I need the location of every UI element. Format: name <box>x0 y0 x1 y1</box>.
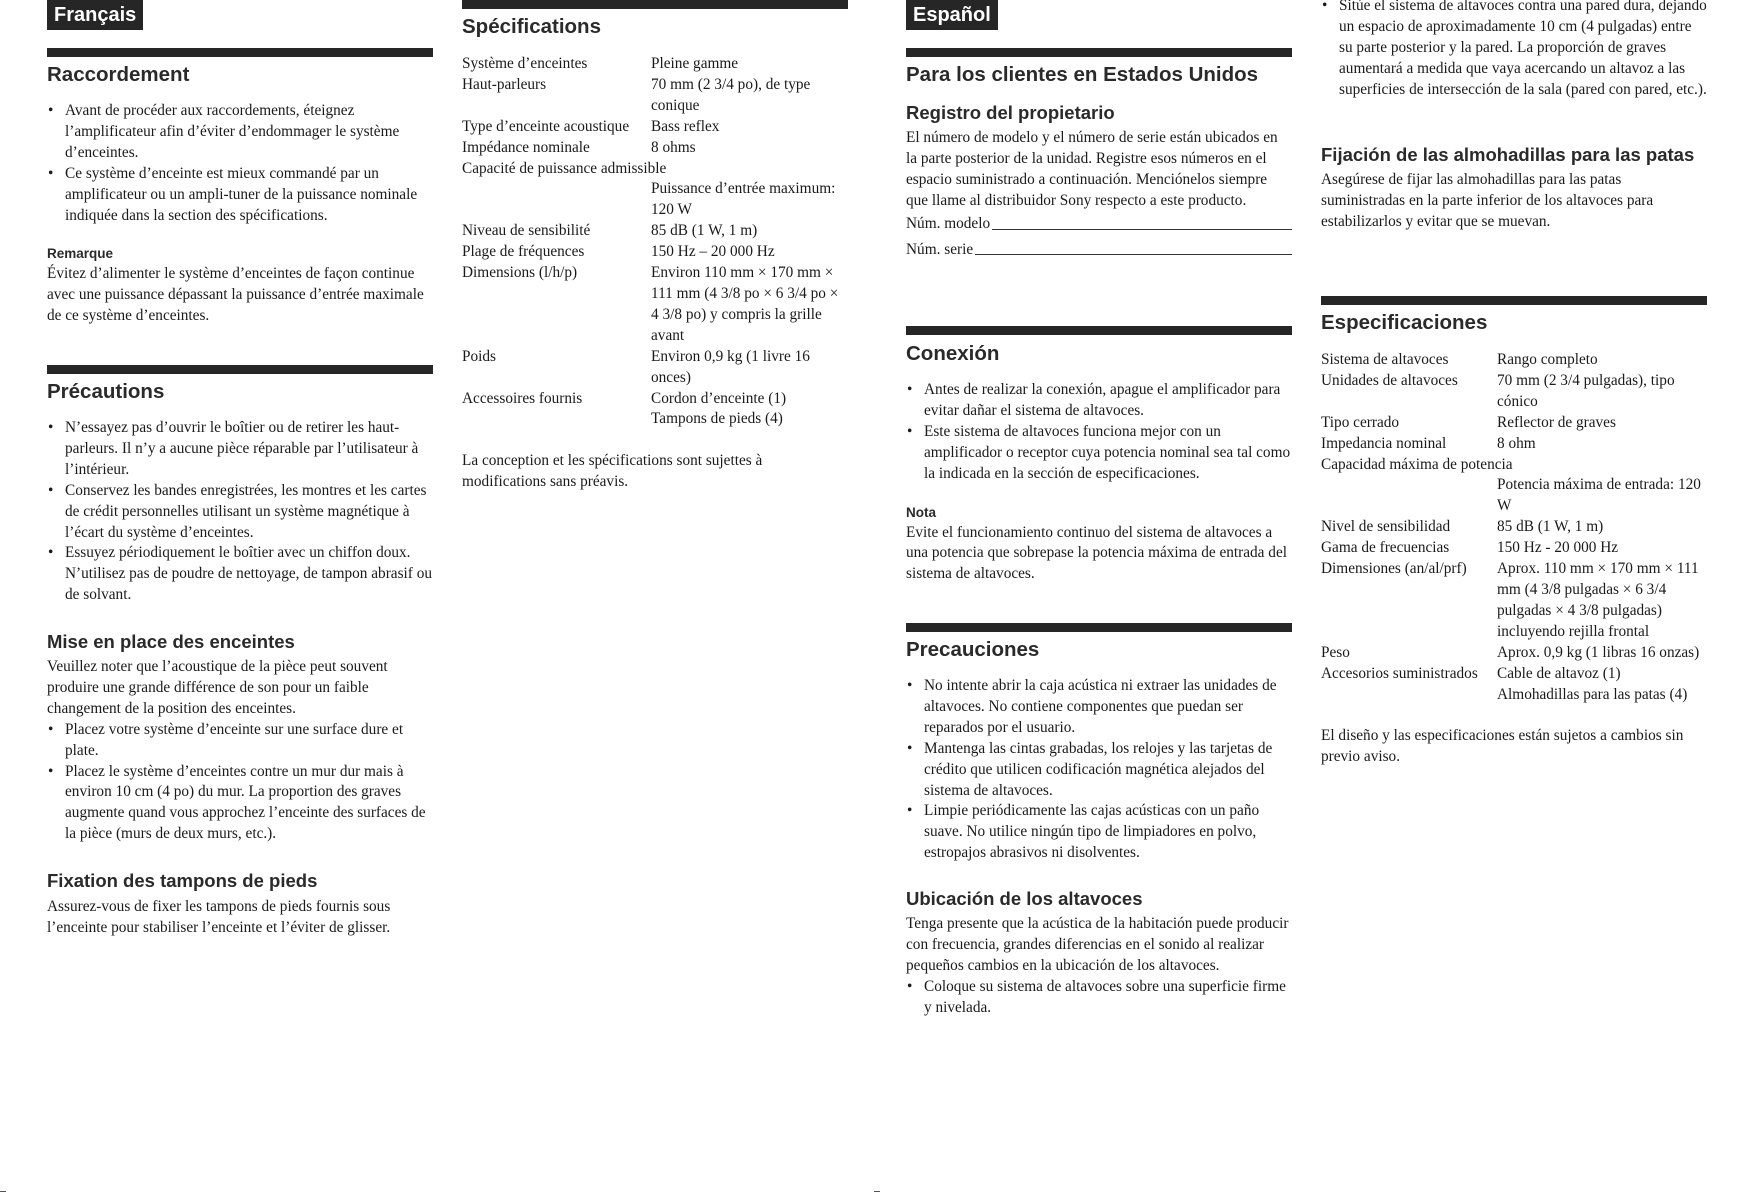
spec-label: Capacité de puissance admissible <box>462 159 667 177</box>
subsection-title: Fijación de las almohadillas para las patas <box>1321 144 1695 165</box>
list-item: • Mantenga las cintas grabadas, los relojes y las tarjetas de crédito que utilicen codificación magnética alejados del sistema de altavoces. <box>906 739 1292 802</box>
lang-tab-spanish: Español <box>906 0 998 30</box>
crop-mark <box>874 1191 880 1192</box>
spec-label: Peso <box>1321 643 1350 661</box>
spec-value: Cordon d’enceinte (1) <box>651 389 787 407</box>
section-feet <box>47 868 433 939</box>
section-title: Raccordement <box>47 63 190 86</box>
paragraph: Veuillez noter que l’acoustique de la pièce peut souvent produire une grande différence de son pour un faible changement de la position des enceintes. <box>47 658 388 717</box>
spec-label: Haut-parleurs <box>462 75 547 93</box>
spec-value: Potencia máxima de entrada: 120 W <box>1497 476 1701 515</box>
spec-label: Nivel de sensibilidad <box>1321 518 1451 536</box>
spec-value: 85 dB (1 W, 1 m) <box>1497 518 1604 536</box>
subsection-title: Ubicación de los altavoces <box>906 888 1143 909</box>
spec-label: Accesorios suministrados <box>1321 664 1478 682</box>
spec-label: Poids <box>462 347 497 365</box>
bullet-list <box>906 380 1292 485</box>
table-row <box>1321 664 1707 685</box>
paragraph: Asegúrese de fijar las almohadillas para las patas suministradas en la parte inferior de los altavoces para estabilizarlos y evitar que se muevan. <box>1321 171 1654 230</box>
spec-label: Système d’enceintes <box>462 55 588 72</box>
spec-label: Impédance nominale <box>462 138 590 156</box>
note-text: Evite el funcionamiento continuo del sistema de altavoces a una potencia que sobrepase la potencia máxima de entrada del sistema de altavoces. <box>906 523 1287 583</box>
section-almohadillas <box>1321 142 1707 233</box>
section-specifications <box>462 14 848 493</box>
spec-value: 70 mm (2 3/4 pulgadas), tipo cónico <box>1497 371 1675 410</box>
spec-value: 85 dB (1 W, 1 m) <box>651 222 758 240</box>
list-item: • No intente abrir la caja acústica ni extraer las unidades de altavoces. No contiene componentes que puedan ser reparados por el usuario. <box>906 676 1292 739</box>
table-row <box>1321 413 1707 434</box>
spec-label: Tipo cerrado <box>1321 413 1400 431</box>
section-especificaciones <box>1321 310 1707 768</box>
section-title: Para los clientes en Estados Unidos <box>906 63 1259 86</box>
table-row <box>1321 559 1707 643</box>
list-item: • Essuyez périodiquement le boîtier avec un chiffon doux. N’utilisez pas de poudre de nettoyage, de tampon abrasif ou de solvant. <box>47 543 433 606</box>
list-item: • N’essayez pas d’ouvrir le boîtier ou de retirer les haut-parleurs. Il n’y a aucune pièce réparable par l’utilisateur à l’intérieur. <box>47 418 433 481</box>
serial-number-label: Núm. serie <box>906 240 974 258</box>
section-rule <box>47 365 433 374</box>
bullet-list <box>47 720 433 845</box>
bullet-list <box>906 676 1292 864</box>
spec-value: 70 mm (2 3/4 po), de type conique <box>651 75 811 114</box>
serial-number-line[interactable] <box>975 254 1292 255</box>
table-row <box>1321 643 1707 664</box>
paragraph: Assurez-vous de fixer les tampons de pieds fournis sous l’enceinte pour stabiliser l’enceinte et l’éviter de glisser. <box>47 898 391 936</box>
lang-tab-french: Français <box>47 0 143 30</box>
spec-value: 150 Hz - 20 000 Hz <box>1497 539 1619 557</box>
subsection-title: Mise en place des enceintes <box>47 631 295 652</box>
section-title: Precauciones <box>906 638 1040 661</box>
spec-label: Impedancia nominal <box>1321 434 1447 452</box>
section-precauciones <box>906 637 1292 864</box>
bullet-list <box>906 977 1292 1019</box>
spec-value: Rango completo <box>1497 351 1598 368</box>
page-spanish <box>877 0 1754 1194</box>
section-rule <box>906 326 1292 335</box>
note-text: Évitez d’alimenter le système d’enceintes de façon continue avec une puissance dépassant la puissance d’entrée maximale de ce système d’enceintes. <box>47 265 424 325</box>
table-row <box>462 389 848 410</box>
spec-value: Environ 0,9 kg (1 livre 16 onces) <box>651 347 810 386</box>
spec-value: Aprox. 110 mm × 170 mm × 111 mm (4 3/8 pulgadas × 6 3/4 pulgadas × 4 3/8 pulgadas) incluyendo rejilla frontal <box>1497 560 1699 640</box>
note-title: Remarque <box>47 246 114 262</box>
list-item: • Avant de procéder aux raccordements, éteignez l’amplificateur afin d’éviter d’endommager le système d’enceintes. <box>47 101 433 164</box>
spec-label: Capacidad máxima de potencia <box>1321 455 1513 473</box>
section-precautions <box>47 379 433 606</box>
list-item: • Ce système d’enceinte est mieux commandé par un amplificateur ou un ampli-tuner de la puissance nominale indiquée dans la section des spécifications. <box>47 164 433 227</box>
paragraph: El número de modelo y el número de serie están ubicados en la parte posterior de la unidad. Registre esos números en el espacio suministrado a continuación. Menciónelos siempre que llame al distribuidor Sony respecto a este producto. <box>906 129 1278 209</box>
table-row <box>1321 517 1707 538</box>
spec-label: Dimensions (l/h/p) <box>462 264 578 282</box>
section-ubicacion <box>906 886 1292 1019</box>
spec-label: Gama de frecuencias <box>1321 539 1450 557</box>
table-row <box>462 75 848 117</box>
list-item: • Placez le système d’enceintes contre un mur dur mais à environ 10 cm (4 po) du mur. La proportion des graves augmente quand vous approchez l’enceinte des surfaces de la pièce (murs de deux murs, etc.). <box>47 762 433 846</box>
section-placement <box>47 629 433 845</box>
spec-value: Tampons de pieds (4) <box>651 410 783 428</box>
model-number-label: Núm. modelo <box>906 214 991 232</box>
list-item: • Limpie periódicamente las cajas acústicas con un paño suave. No utilice ningún tipo de limpiadores en polvo, estropajos abrasivos ni disolventes. <box>906 801 1292 864</box>
fr-column-1 <box>47 0 433 1194</box>
section-rule <box>47 48 433 57</box>
spec-label: Type d’enceinte acoustique <box>462 117 630 135</box>
bullet-list-continued <box>1321 0 1707 101</box>
table-row <box>462 409 848 430</box>
spec-value: Reflector de graves <box>1497 413 1616 431</box>
list-item: • Conservez les bandes enregistrées, les montres et les cartes de crédit personnelles utilisant un système magnétique à l’écart du système d’enceintes. <box>47 481 433 544</box>
table-row <box>462 54 848 75</box>
table-row <box>1321 685 1707 706</box>
spec-label: Unidades de altavoces <box>1321 371 1458 389</box>
note-title: Nota <box>906 504 936 520</box>
spec-label: Niveau de sensibilité <box>462 222 591 240</box>
table-row <box>1321 434 1707 455</box>
section-title: Especificaciones <box>1321 311 1488 334</box>
section-rule <box>1321 296 1707 305</box>
section-title: Précautions <box>47 380 165 403</box>
subsection-title: Registro del propietario <box>906 102 1115 123</box>
bullet-list <box>47 418 433 606</box>
spec-label: Dimensiones (an/al/prf) <box>1321 560 1467 578</box>
spec-value: Almohadillas para las patas (4) <box>1497 685 1688 703</box>
table-row <box>462 221 848 242</box>
spec-value: 150 Hz – 20 000 Hz <box>651 243 775 261</box>
section-rule <box>906 623 1292 632</box>
list-item: • Sitúe el sistema de altavoces contra una pared dura, dejando un espacio de aproximadamente 10 cm (4 pulgadas) entre su parte posterior y la pared. La proporción de graves aumentará a medida que vaya acercando un altavoz a las superficies de intersección de la sala (pared con pared, etc.). <box>1321 0 1707 101</box>
spec-value: 8 ohm <box>1497 434 1536 452</box>
spec-label: Accessoires fournis <box>462 389 583 407</box>
section-rule <box>462 0 848 9</box>
table-row <box>1321 350 1707 371</box>
section-conexion <box>906 341 1292 585</box>
table-row <box>462 263 848 347</box>
section-usa <box>906 62 1292 260</box>
list-item: • Placez votre système d’enceinte sur une surface dure et plate. <box>47 720 433 762</box>
table-row <box>462 159 848 180</box>
list-item: • Coloque su sistema de altavoces sobre una superficie firme y nivelada. <box>906 977 1292 1019</box>
es-column-1 <box>906 0 1292 1194</box>
table-row <box>1321 455 1707 476</box>
spec-value: Cable de altavoz (1) <box>1497 664 1621 682</box>
spec-value: Bass reflex <box>651 117 720 135</box>
section-title: Conexión <box>906 342 1000 365</box>
table-row <box>1321 371 1707 413</box>
paragraph: Tenga presente que la acústica de la habitación puede producir con frecuencia, grandes diferencias en el sonido al realizar pequeños cambios en la ubicación de los altavoces. <box>906 915 1289 974</box>
spec-value: 8 ohms <box>651 138 696 156</box>
paragraph: La conception et les spécifications sont sujettes à modifications sans préavis. <box>462 452 763 491</box>
table-row <box>462 138 848 159</box>
table-row <box>462 117 848 138</box>
paragraph: El diseño y las especificaciones están sujetos a cambios sin previo aviso. <box>1321 727 1684 766</box>
specs-table <box>1321 350 1707 705</box>
specs-table <box>462 54 848 430</box>
spec-label: Plage de fréquences <box>462 243 585 261</box>
model-number-line[interactable] <box>992 229 1292 230</box>
section-title: Spécifications <box>462 15 601 38</box>
fr-column-2 <box>462 0 848 1194</box>
spec-label: Sistema de altavoces <box>1321 351 1449 368</box>
spec-value: Puissance d’entrée maximum: 120 W <box>651 180 836 219</box>
subsection-title: Fixation des tampons de pieds <box>47 870 318 891</box>
list-item: • Este sistema de altavoces funciona mejor con un amplificador o receptor cuya potencia nominal sea tal como la indicada en la sección de especificaciones. <box>906 422 1292 485</box>
table-row <box>1321 475 1707 517</box>
section-rule <box>906 48 1292 57</box>
serial-number-field[interactable] <box>906 240 1292 261</box>
bullet-list <box>47 101 433 226</box>
spec-value: Pleine gamme <box>651 55 739 72</box>
table-row <box>462 179 848 221</box>
es-column-2 <box>1321 0 1707 1194</box>
list-item: • Antes de realizar la conexión, apague el amplificador para evitar dañar el sistema de altavoces. <box>906 380 1292 422</box>
spec-value: Environ 110 mm × 170 mm × 111 mm (4 3/8 po × 6 3/4 po × 4 3/8 po) y compris la grille avant <box>651 264 839 344</box>
table-row <box>462 347 848 389</box>
table-row <box>462 242 848 263</box>
model-number-field[interactable] <box>906 214 1292 235</box>
spec-value: Aprox. 0,9 kg (1 libras 16 onzas) <box>1497 643 1700 661</box>
section-raccordement <box>47 62 433 327</box>
table-row <box>1321 538 1707 559</box>
crop-mark <box>0 1191 6 1192</box>
